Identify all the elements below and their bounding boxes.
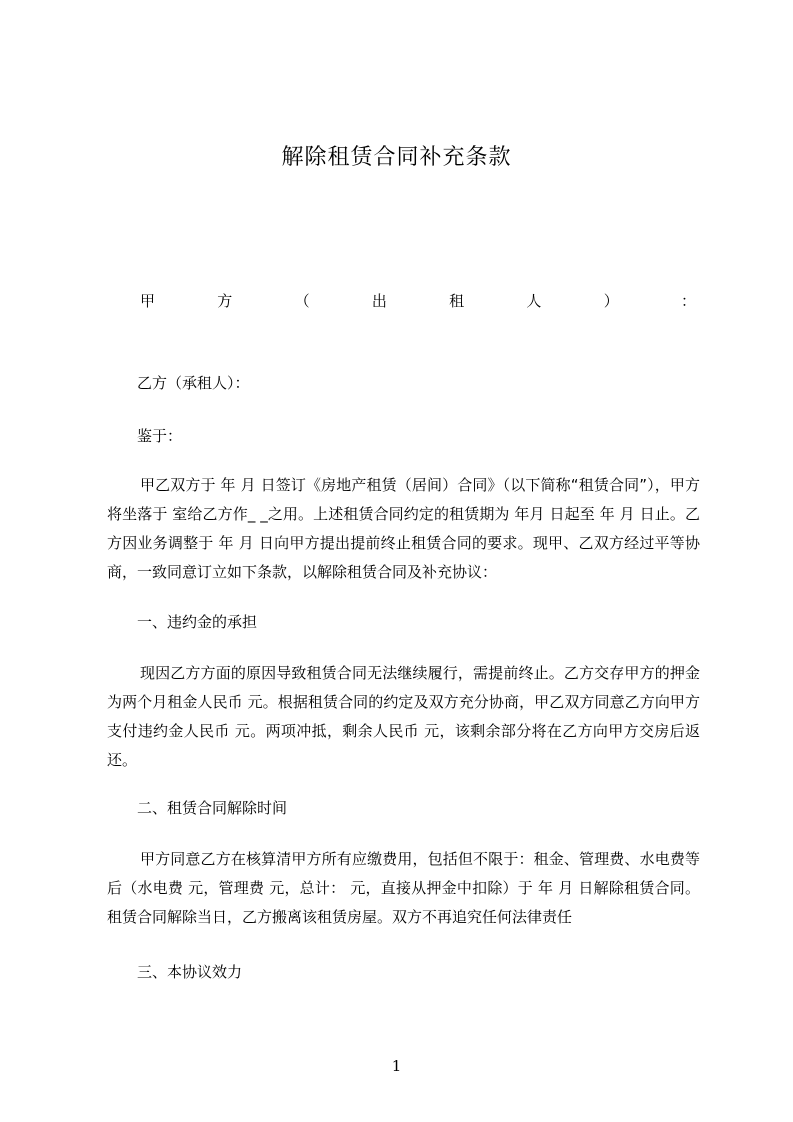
page-number: 1 <box>391 1057 402 1075</box>
section-1-body: 现因乙方方面的原因导致租赁合同无法继续履行，需提前终止。乙方交存甲方的押金为两个月租金人民币 元。根据租赁合同的约定及双方充分协商，甲乙双方同意乙方向甲方支付违约金人民币 元。两项冲抵，剩余人民币 元，该剩余部分将在乙方向甲方交房后返还。 <box>107 664 700 769</box>
section-2-heading: 二、租赁合同解除时间 <box>137 799 288 817</box>
section-1-heading: 一、违约金的承担 <box>137 613 258 631</box>
intro-paragraph: 甲乙双方于 年 月 日签订《房地产租赁（居间）合同》（以下简称“租赁合同”），甲方将坐落于 室给乙方作_ _之用。上述租赁合同约定的租赁期为 年月 日起至 年 月 日止。乙方因业务调整于 年 月 日向甲方提出提前终止租赁合同的要求。现甲、乙双方经过平等协商，一致同意订立如下条款，以解除租赁合同及补充协议： <box>107 476 700 581</box>
section-2-body: 甲方同意乙方在核算清甲方所有应缴费用，包括但不限于：租金、管理费、水电费等后（水电费 元，管理费 元，总计： 元，直接从押金中扣除）于 年 月 日解除租赁合同。租赁合同解除当日，乙方搬离该租赁房屋。双方不再追究任何法律责任 <box>107 850 700 926</box>
party-b-line: 乙方（承租人）： <box>137 374 250 392</box>
party-a-char: ） <box>603 292 619 310</box>
party-a-char: 租 <box>449 292 465 310</box>
party-a-char: 方 <box>217 292 233 310</box>
party-a-char: 甲 <box>140 292 156 310</box>
party-a-line <box>140 290 696 311</box>
document-title: 解除租赁合同补充条款 <box>281 145 512 170</box>
party-a-char: （ <box>294 292 310 310</box>
section-3-heading: 三、本协议效力 <box>137 963 243 981</box>
party-a-char: 出 <box>371 292 387 310</box>
party-a-char: ： <box>680 292 696 310</box>
whereas-line: 鉴于： <box>137 427 183 445</box>
party-a-char: 人 <box>526 292 542 310</box>
